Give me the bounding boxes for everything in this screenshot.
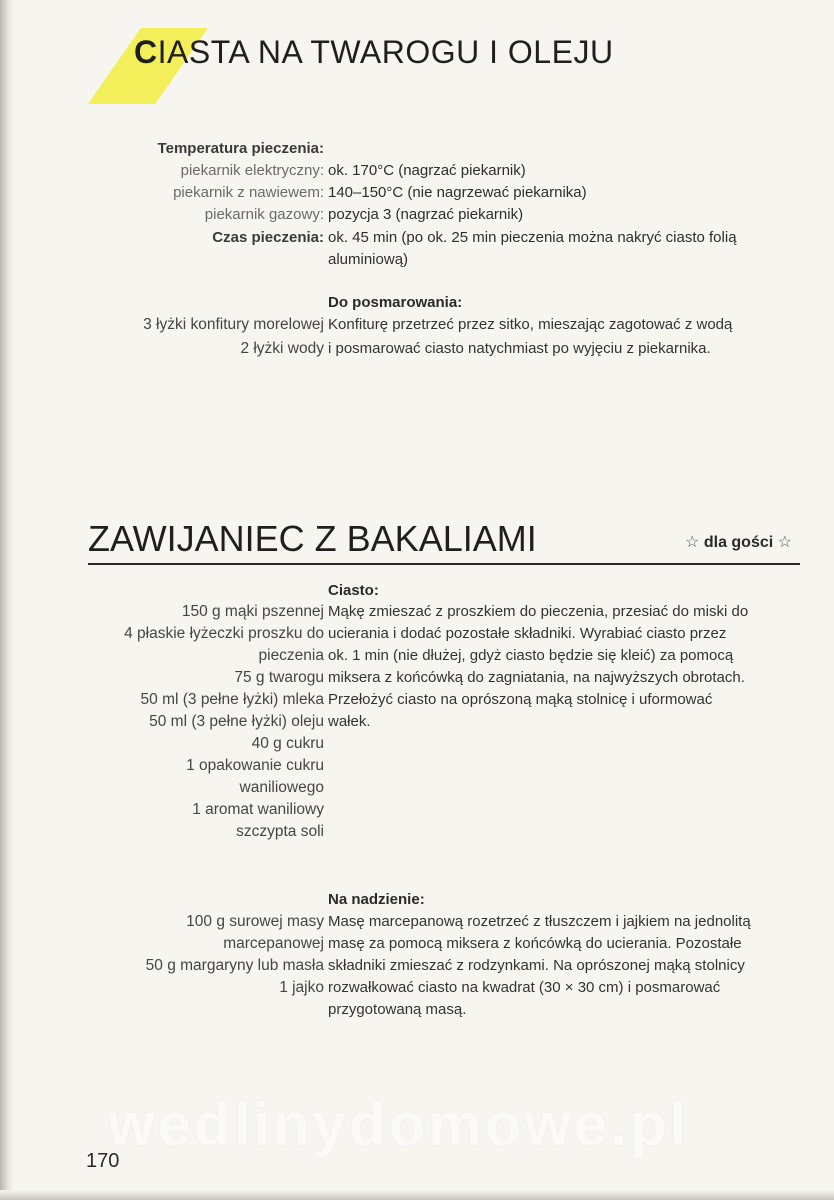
step-line: Masę marcepanową rozetrzeć z tłuszczem i jajkiem na jednolitą [328, 913, 751, 930]
ingredient-line: 75 g twarogu [234, 669, 324, 686]
bake-time-value-cont: aluminiową) [328, 251, 409, 268]
star-icon: ☆ [777, 534, 792, 551]
ingredient-line: 40 g cukru [251, 735, 324, 752]
recipe-section-title [134, 34, 614, 71]
bake-time-value: ok. 45 min (po ok. 25 min pieczenia można nakryć ciasto folią [328, 229, 737, 246]
ingredient-line: 1 aromat waniliowy [192, 801, 324, 818]
ingredient-line: 3 łyżki konfitury morelowej [143, 316, 324, 333]
recipe-title: ZAWIJANIEC Z BAKALIAMI [88, 518, 537, 559]
ingredient-line: szczypta soli [236, 823, 324, 840]
setting-label: piekarnik elektryczny: [180, 162, 324, 179]
step-line: Mąkę zmieszać z proszkiem do pieczenia, przesiać do miski do [328, 603, 749, 620]
ingredient-line: marcepanowej [223, 935, 324, 952]
ingredient-line: 100 g surowej masy [186, 913, 324, 930]
star-icon: ☆ [685, 534, 700, 551]
ingredient-line: pieczenia [258, 647, 324, 664]
ingredient-line: 50 ml (3 pełne łyżki) mleka [140, 691, 324, 708]
page-number: 170 [86, 1150, 120, 1172]
setting-value: 140–150°C (nie nagrzewać piekarnika) [328, 184, 587, 201]
glaze-heading: Do posmarowania: [328, 294, 463, 311]
page-bottom-edge [0, 1190, 834, 1200]
setting-value: ok. 170°C (nagrzać piekarnik) [328, 162, 526, 179]
bake-time-label: Czas pieczenia: [212, 229, 324, 246]
ingredient-line: 1 jajko [279, 979, 324, 996]
ingredient-line: 2 łyżki wody [240, 340, 324, 357]
ingredient-line: 150 g mąki pszennej [181, 603, 324, 620]
step-line: Przełożyć ciasto na oprószoną mąką stolnicę i uformować [328, 691, 713, 708]
step-line: i posmarować ciasto natychmiast po wyjęciu z piekarnika. [328, 340, 711, 357]
title-rest: IASTA NA TWAROGU I OLEJU [157, 34, 614, 70]
step-line: ucierania i dodać pozostałe składniki. Wyrabiać ciasto przez [328, 625, 727, 642]
ingredient-line: 50 ml (3 pełne łyżki) oleju [149, 713, 324, 730]
step-line: Konfiturę przetrzeć przez sitko, mieszając zagotować z wodą [328, 316, 733, 333]
badge-text: dla gości [703, 534, 774, 551]
step-line: przygotowaną masą. [328, 1001, 467, 1018]
title-initial: C [134, 34, 158, 70]
step-line: wałek. [328, 713, 371, 730]
setting-label: piekarnik gazowy: [204, 206, 324, 223]
setting-label: piekarnik z nawiewem: [173, 184, 324, 201]
temperature-heading: Temperatura pieczenia: [157, 140, 324, 157]
step-line: miksera z końcówką do zagniatania, na najwyższych obrotach. [328, 669, 745, 686]
title-underline [88, 563, 800, 565]
step-line: rozwałkować ciasto na kwadrat (30 × 30 cm) i posmarować [328, 979, 721, 996]
dough-heading: Ciasto: [328, 582, 379, 599]
guest-badge [685, 532, 792, 552]
ingredient-line: 4 płaskie łyżeczki proszku do [124, 625, 324, 642]
step-line: ok. 1 min (nie dłużej, gdyż ciasto będzie się kleić) za pomocą [328, 647, 734, 664]
watermark: wedlinydomowe.pl [108, 1091, 690, 1158]
ingredient-line: 1 opakowanie cukru [186, 757, 324, 774]
filling-heading: Na nadzienie: [328, 891, 425, 908]
ingredient-line: 50 g margaryny lub masła [145, 957, 324, 974]
step-line: masę za pomocą miksera z końcówką do ucierania. Pozostałe [328, 935, 742, 952]
page-gutter-shadow [0, 0, 14, 1200]
step-line: składniki zmieszać z rodzynkami. Na oprószonej mąką stolnicy [328, 957, 745, 974]
ingredient-line: waniliowego [239, 779, 324, 796]
setting-value: pozycja 3 (nagrzać piekarnik) [328, 206, 524, 223]
